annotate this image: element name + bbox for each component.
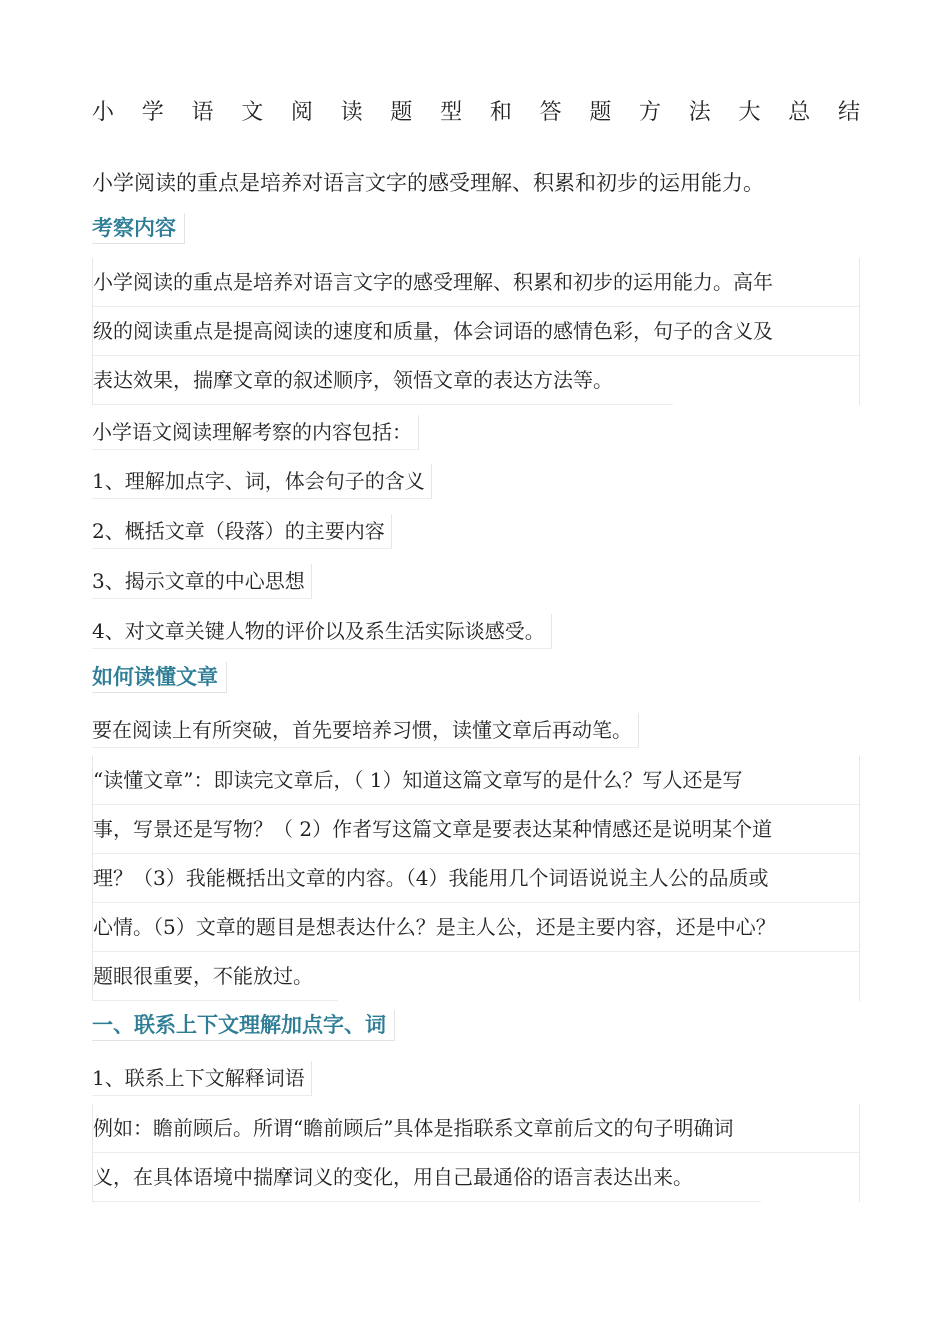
paragraph-line: 理？（3）我能概括出文章的内容。（4）我能用几个词语说说主人公的品质或 (93, 854, 859, 903)
list-item: 3、揭示文章的中心思想 (92, 564, 312, 599)
paragraph-line: 例如：瞻前顾后。所谓“瞻前顾后”具体是指联系文章前后文的句子明确词 (93, 1104, 859, 1153)
section3-subheading: 1、联系上下文解释词语 (92, 1061, 312, 1096)
intro-text: 小学阅读的重点是培养对语言文字的感受理解、积累和初步的运用能力。 (92, 171, 764, 195)
document-title: 小 学 语 文 阅 读 题 型 和 答 题 方 法 大 总 结 (92, 100, 860, 125)
paragraph-line: 级的阅读重点是提高阅读的速度和质量，体会词语的感情色彩，句子的含义及 (93, 307, 859, 356)
paragraph-line: 表达效果，揣摩文章的叙述顺序，领悟文章的表达方法等。 (93, 356, 673, 405)
section-heading-examination-content: 考察内容 (92, 213, 185, 244)
paragraph-line: “读懂文章”：即读完文章后，（ 1）知道这篇文章写的是什么？写人还是写 (93, 756, 859, 805)
list-item: 4、对文章关键人物的评价以及系生活实际谈感受。 (92, 614, 552, 649)
paragraph-line: 心情。（5）文章的题目是想表达什么？是主人公，还是主要内容，还是中心？ (93, 903, 859, 952)
paragraph-line: 题眼很重要，不能放过。 (93, 952, 338, 1001)
section2-lead: 要在阅读上有所突破，首先要培养习惯，读懂文章后再动笔。 (92, 713, 639, 748)
list-item: 2、概括文章（段落）的主要内容 (92, 514, 392, 549)
list-intro: 小学语文阅读理解考察的内容包括： (92, 415, 419, 450)
section3-paragraph (92, 1104, 860, 1202)
section-heading-context-words: 一、联系上下文理解加点字、词 (92, 1010, 395, 1041)
section1-paragraph (92, 258, 860, 405)
section-heading-how-to-read: 如何读懂文章 (92, 662, 227, 693)
paragraph-line: 义，在具体语境中揣摩词义的变化，用自己最通俗的语言表达出来。 (93, 1153, 761, 1202)
paragraph-line: 小学阅读的重点是培养对语言文字的感受理解、积累和初步的运用能力。高年 (93, 258, 859, 307)
list-item: 1、理解加点字、词，体会句子的含义 (92, 464, 432, 499)
section2-paragraph (92, 756, 860, 1001)
paragraph-line: 事，写景还是写物？（ 2）作者写这篇文章是要表达某种情感还是说明某个道 (93, 805, 859, 854)
